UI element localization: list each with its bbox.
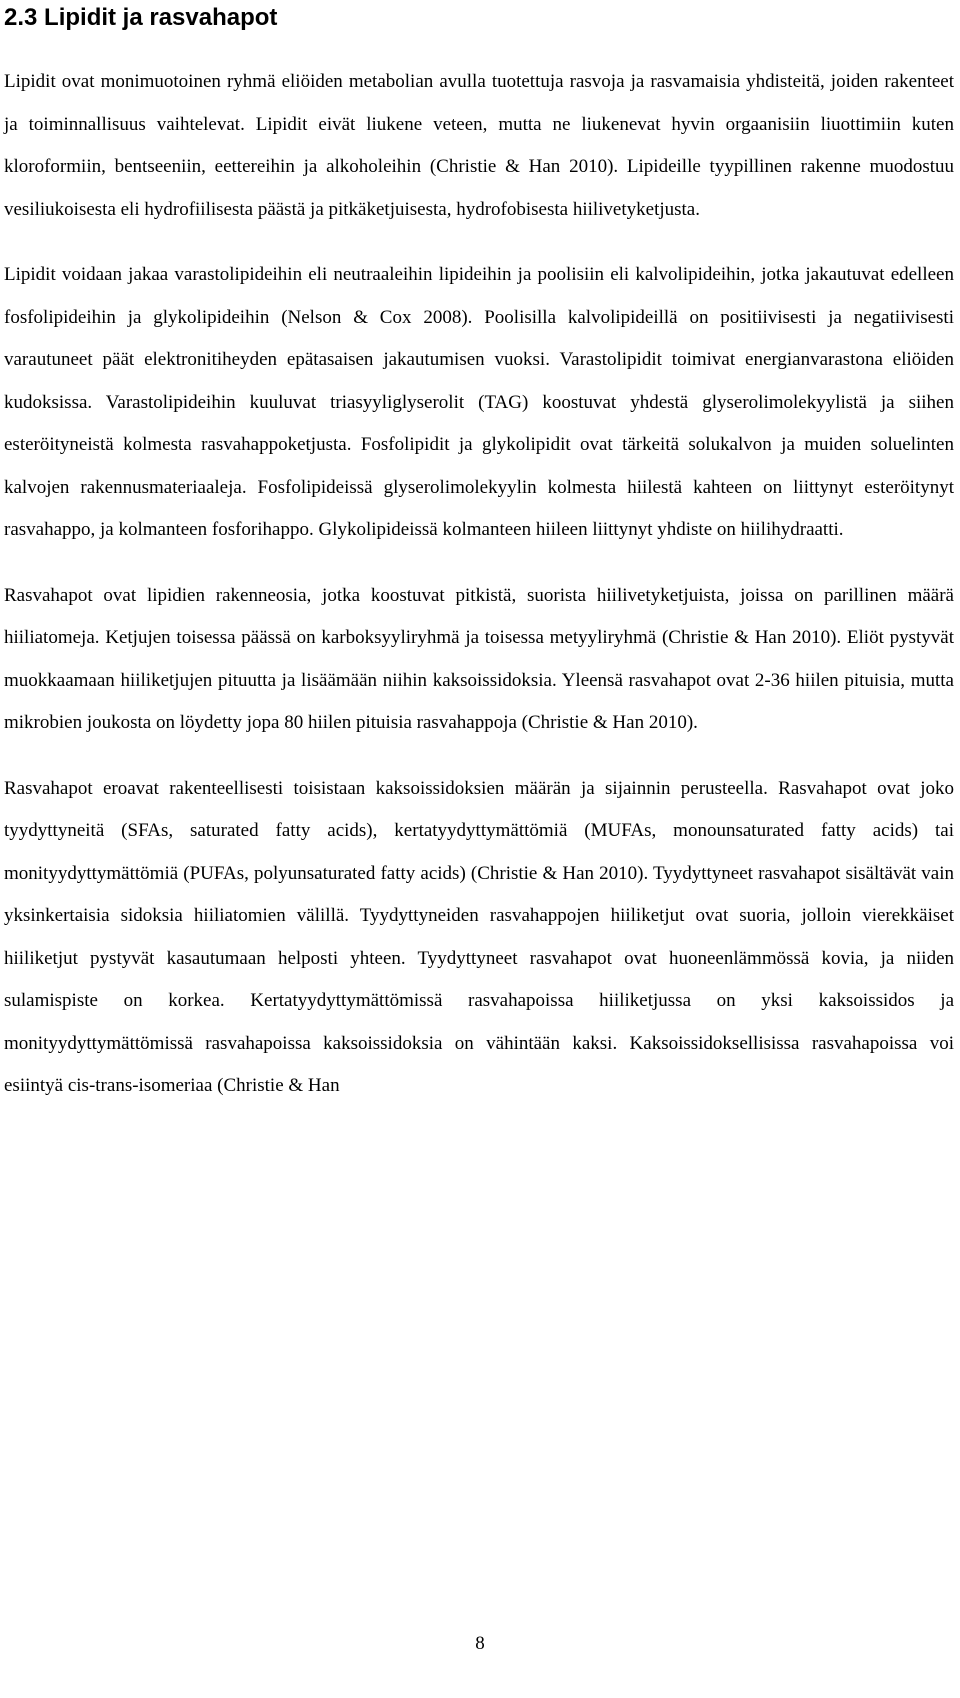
section-heading: 2.3 Lipidit ja rasvahapot (4, 4, 278, 31)
page-number: 8 (475, 1633, 485, 1654)
paragraph-lipid-classification: Lipidit voidaan jakaa varastolipideihin eli neutraaleihin lipideihin ja poolisiin eli kalvolipideihin, jotka jakautuvat edelleen fosfolipideihin ja glykolipideihin (Nelson & Cox 2008). Poolisilla kalvolipideillä on positiivisesti ja negatiivisesti varautuneet päät elektronitiheyden epätasaisen jakautumisen vuoksi. Varastolipidit toimivat energianvarastona eliöiden kudoksissa. Varastolipideihin kuuluvat triasyyliglyserolit (TAG) koostuvat yhdestä glyserolimolekyylistä ja siihen esteröityneistä kolmesta rasvahappoketjusta. Fosfolipidit ja glykolipidit ovat tärkeitä solukalvon ja muiden soluelinten kalvojen rakennusmateriaaleja. Fosfolipideissä glyserolimolekyylin kolmesta hiilestä kahteen on liittynyt esteröitynyt rasvahappo, ja kolmanteen fosforihappo. Glykolipideissä kolmanteen hiileen liittynyt yhdiste on hiilihydraatti. (4, 264, 954, 540)
paragraph-fatty-acid-structure: Rasvahapot ovat lipidien rakenneosia, jotka koostuvat pitkistä, suorista hiilivetyketjuista, joissa on parillinen määrä hiiliatomeja. Ketjujen toisessa päässä on karboksyyliryhmä ja toisessa metyyliryhmä (Christie & Han 2010). Eliöt pystyvät muokkaamaan hiiliketjujen pituutta ja lisäämään niihin kaksoissidoksia. Yleensä rasvahapot ovat 2-36 hiilen pituisia, mutta mikrobien joukosta on löydetty jopa 80 hiilen pituisia rasvahappoja (Christie & Han 2010). (4, 584, 954, 733)
paragraph-lipid-definition: Lipidit ovat monimuotoinen ryhmä eliöiden metabolian avulla tuotettuja rasvoja ja rasvamaisia yhdisteitä, joiden rakenteet ja toiminnallisuus vaihtelevat. Lipidit eivät liukene veteen, mutta ne liukenevat hyvin orgaanisiin liuottimiin kuten kloroformiin, bentseeniin, eettereihin ja alkoholeihin (Christie & Han 2010). Lipideille tyypillinen rakenne muodostuu vesiliukoisesta eli hydrofiilisesta päästä ja pitkäketjuisesta, hydrofobisesta hiilivetyketjusta. (4, 71, 954, 220)
paragraph-fatty-acid-saturation: Rasvahapot eroavat rakenteellisesti toisistaan kaksoissidoksien määrän ja sijainnin perusteella. Rasvahapot ovat joko tyydyttyneitä (SFAs, saturated fatty acids), kertatyydyttymättömiä (MUFAs, monounsaturated fatty acids) tai monityydyttymättömiä (PUFAs, polyunsaturated fatty acids) (Christie & Han 2010). Tyydyttyneet rasvahapot sisältävät vain yksinkertaisia sidoksia hiiliatomien välillä. Tyydyttyneiden rasvahappojen hiiliketjut ovat suoria, jolloin vierekkäiset hiiliketjut pystyvät kasautumaan helposti yhteen. Tyydyttyneet rasvahapot ovat huoneenlämmössä kovia, ja niiden sulamispiste on korkea. Kertatyydyttymättömissä rasvahapoissa hiiliketjussa on yksi kaksoissidos ja monityydyttymättömissä rasvahapoissa kaksoissidoksia on vähintään kaksi. Kaksoissidoksellisissa rasvahapoissa voi esiintyä cis-trans-isomeriaa (Christie & Han (4, 777, 954, 1096)
document-page (4, 0, 954, 1108)
